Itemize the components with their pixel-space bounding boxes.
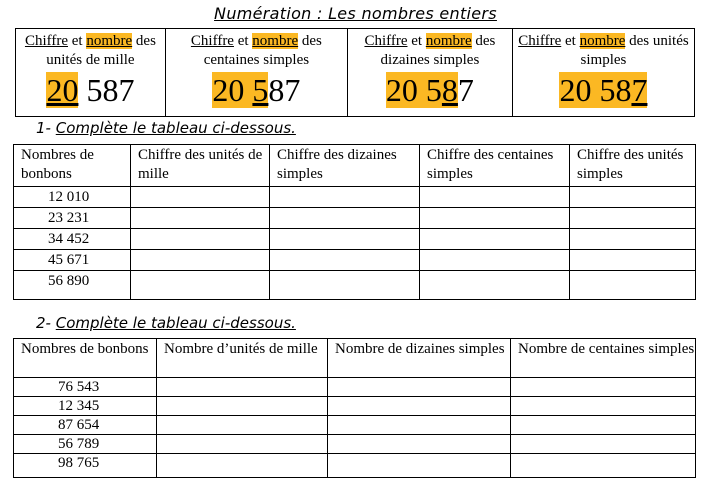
answer-cell[interactable] (420, 271, 570, 300)
table-2-row-value: 76 543 (14, 378, 157, 397)
header-nombre-centaines: Nombre de centaines simples (511, 339, 696, 378)
intro-number (166, 72, 347, 108)
intro-number (348, 72, 512, 108)
word-nombre: nombre (86, 33, 133, 49)
intro-number-highlight: 20 5 (212, 72, 269, 108)
answer-cell[interactable] (131, 187, 270, 208)
answer-cell[interactable] (328, 397, 511, 416)
word-nombre: nombre (252, 33, 299, 49)
section-1-heading (36, 119, 296, 137)
answer-cell[interactable] (328, 454, 511, 478)
intro-number-rest: 587 (78, 72, 135, 108)
word-et: et (407, 33, 426, 49)
word-et: et (561, 33, 580, 49)
section-1-label: Complète le tableau ci-dessous. (55, 119, 296, 137)
table-1-row-value: 23 231 (14, 208, 131, 229)
section-2-number: 2- (36, 314, 51, 332)
page-title: Numération : Les nombres entiers (214, 4, 497, 23)
answer-cell[interactable] (511, 454, 696, 478)
header-nombres-bonbons: Nombres de bonbons (14, 339, 157, 378)
intro-number (16, 72, 165, 108)
answer-cell[interactable] (157, 378, 328, 397)
word-chiffre: Chiffre (518, 33, 562, 49)
answer-cell[interactable] (328, 416, 511, 435)
answer-cell[interactable] (157, 397, 328, 416)
answer-cell[interactable] (157, 454, 328, 478)
word-chiffre: Chiffre (364, 33, 408, 49)
section-1-number: 1- (36, 119, 51, 137)
intro-cell-dizaines (347, 29, 512, 117)
word-nombre: nombre (579, 33, 626, 49)
header-nombre-dizaines: Nombre de dizaines simples (328, 339, 511, 378)
answer-cell[interactable] (157, 435, 328, 454)
answer-cell[interactable] (570, 271, 696, 300)
intro-number-highlight: 20 587 (559, 72, 648, 108)
answer-cell[interactable] (131, 250, 270, 271)
header-chiffre-dizaines: Chiffre des dizaines simples (270, 145, 420, 187)
table-2-row-value: 56 789 (14, 435, 157, 454)
table-1-row-value: 12 010 (14, 187, 131, 208)
answer-cell[interactable] (131, 208, 270, 229)
answer-cell[interactable] (420, 187, 570, 208)
intro-cell-unites (512, 29, 694, 117)
table-1 (13, 144, 696, 300)
word-et: et (233, 33, 253, 49)
answer-cell[interactable] (570, 229, 696, 250)
table-2 (13, 338, 696, 478)
intro-suffix: des unités de mille (46, 33, 156, 68)
intro-number-highlight: 20 (46, 72, 79, 108)
answer-cell[interactable] (570, 250, 696, 271)
intro-number-rest: 7 (457, 72, 474, 108)
table-1-row-value: 45 671 (14, 250, 131, 271)
header-chiffre-centaines: Chiffre des centaines simples (420, 145, 570, 187)
intro-number (513, 72, 694, 108)
word-chiffre: Chiffre (190, 33, 234, 49)
intro-cell-unites-mille (16, 29, 166, 117)
header-chiffre-unites-mille: Chiffre des unités de mille (131, 145, 270, 187)
table-1-row-value: 34 452 (14, 229, 131, 250)
table-1-row-value: 56 890 (14, 271, 131, 300)
word-chiffre: Chiffre (24, 33, 68, 49)
header-nombre-unites-mille: Nombre d’unités de mille (157, 339, 328, 378)
answer-cell[interactable] (511, 397, 696, 416)
intro-suffix: des centaines simples (203, 33, 322, 68)
answer-cell[interactable] (131, 271, 270, 300)
word-et: et (68, 33, 87, 49)
table-2-row-value: 98 765 (14, 454, 157, 478)
answer-cell[interactable] (511, 435, 696, 454)
answer-cell[interactable] (270, 187, 420, 208)
answer-cell[interactable] (420, 250, 570, 271)
answer-cell[interactable] (420, 229, 570, 250)
answer-cell[interactable] (157, 416, 328, 435)
intro-suffix: des dizaines simples (380, 33, 496, 68)
answer-cell[interactable] (570, 208, 696, 229)
intro-table (15, 28, 695, 117)
answer-cell[interactable] (270, 271, 420, 300)
answer-cell[interactable] (131, 229, 270, 250)
answer-cell[interactable] (328, 435, 511, 454)
answer-cell[interactable] (328, 378, 511, 397)
intro-number-rest: 87 (268, 72, 301, 108)
intro-cell-centaines (165, 29, 347, 117)
intro-suffix: des unités simples (580, 33, 689, 68)
section-2-label: Complète le tableau ci-dessous. (55, 314, 296, 332)
header-chiffre-unites: Chiffre des unités simples (570, 145, 696, 187)
intro-number-highlight: 20 58 (385, 72, 458, 108)
answer-cell[interactable] (511, 378, 696, 397)
word-nombre: nombre (425, 33, 472, 49)
answer-cell[interactable] (270, 250, 420, 271)
table-2-row-value: 87 654 (14, 416, 157, 435)
section-2-heading (36, 314, 296, 332)
answer-cell[interactable] (570, 187, 696, 208)
answer-cell[interactable] (420, 208, 570, 229)
table-2-row-value: 12 345 (14, 397, 157, 416)
answer-cell[interactable] (511, 416, 696, 435)
header-nombres-bonbons: Nombres de bonbons (14, 145, 131, 187)
answer-cell[interactable] (270, 208, 420, 229)
answer-cell[interactable] (270, 229, 420, 250)
